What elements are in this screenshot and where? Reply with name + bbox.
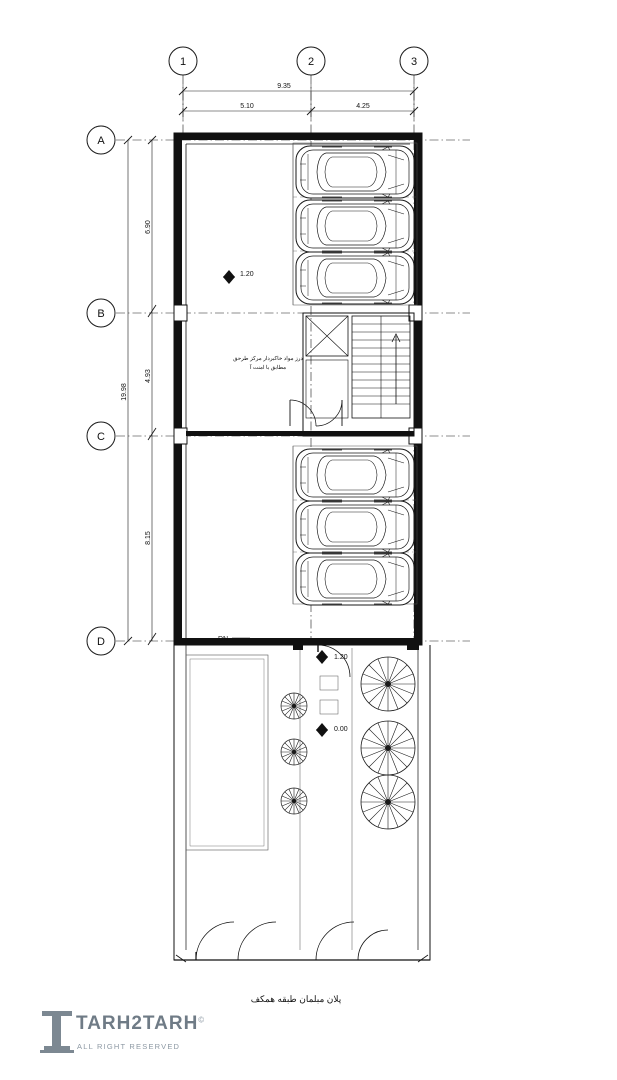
svg-text:مطابق با امنت آ: مطابق با امنت آ	[249, 365, 287, 371]
car-3	[296, 252, 414, 304]
grid-label-col-2: 2	[307, 56, 315, 68]
tree-big-1	[361, 657, 415, 711]
watermark-subtitle: ALL RIGHT RESERVED	[77, 1042, 181, 1051]
drawing-caption: پلان مبلمان طبقه همکف	[250, 994, 342, 1004]
grid-label-row-a: A	[97, 135, 105, 147]
car-2	[296, 200, 414, 252]
grid-label-col-3: 3	[410, 56, 418, 68]
dim-left-seg-1: 6.90	[145, 220, 152, 234]
watermark-title: TARH2TARH	[76, 1013, 199, 1034]
watermark	[40, 1005, 250, 1065]
dim-seg-2: 4.25	[356, 103, 370, 110]
parking-bay-upper	[293, 143, 417, 305]
car-1	[296, 146, 414, 198]
level-value-000: 0.00	[334, 726, 348, 733]
level-value-120-lower: 1.20	[334, 654, 348, 661]
dim-left-seg-2: 4.93	[145, 369, 152, 383]
tree-small-1	[281, 693, 307, 719]
top-dimension-chain	[179, 83, 418, 120]
column-logo-icon	[40, 1007, 74, 1053]
dim-overall-top: 9.35	[277, 83, 291, 90]
level-mark-120-lower	[316, 650, 328, 664]
level-value-120-upper: 1.20	[240, 271, 254, 278]
level-mark-000	[316, 723, 328, 737]
down-label: DN	[218, 636, 229, 643]
core-stair-zone	[186, 313, 414, 436]
watermark-registered: ©	[198, 1015, 205, 1025]
tree-small-2	[281, 739, 307, 765]
dim-overall-left: 19.98	[121, 383, 128, 401]
tree-small-3	[281, 788, 307, 814]
plan-note	[233, 355, 303, 371]
level-mark-120-upper	[223, 270, 235, 284]
dim-seg-1: 5.10	[240, 103, 254, 110]
car-4	[296, 449, 414, 501]
car-6	[296, 553, 414, 605]
grid-label-row-c: C	[97, 431, 105, 443]
tree-big-3	[361, 775, 415, 829]
parking-bay-lower	[293, 446, 417, 605]
courtyard	[174, 636, 430, 962]
grid-label-col-1: 1	[179, 56, 187, 68]
grid-label-row-d: D	[97, 636, 105, 648]
left-dimension-chain	[121, 136, 156, 645]
car-5	[296, 501, 414, 553]
dim-left-seg-3: 8.15	[145, 531, 152, 545]
svg-text:درز مواد خاکبردار مرکز طرحق: درز مواد خاکبردار مرکز طرحق	[233, 356, 303, 362]
tree-big-2	[361, 721, 415, 775]
grid-label-row-b: B	[97, 308, 105, 320]
